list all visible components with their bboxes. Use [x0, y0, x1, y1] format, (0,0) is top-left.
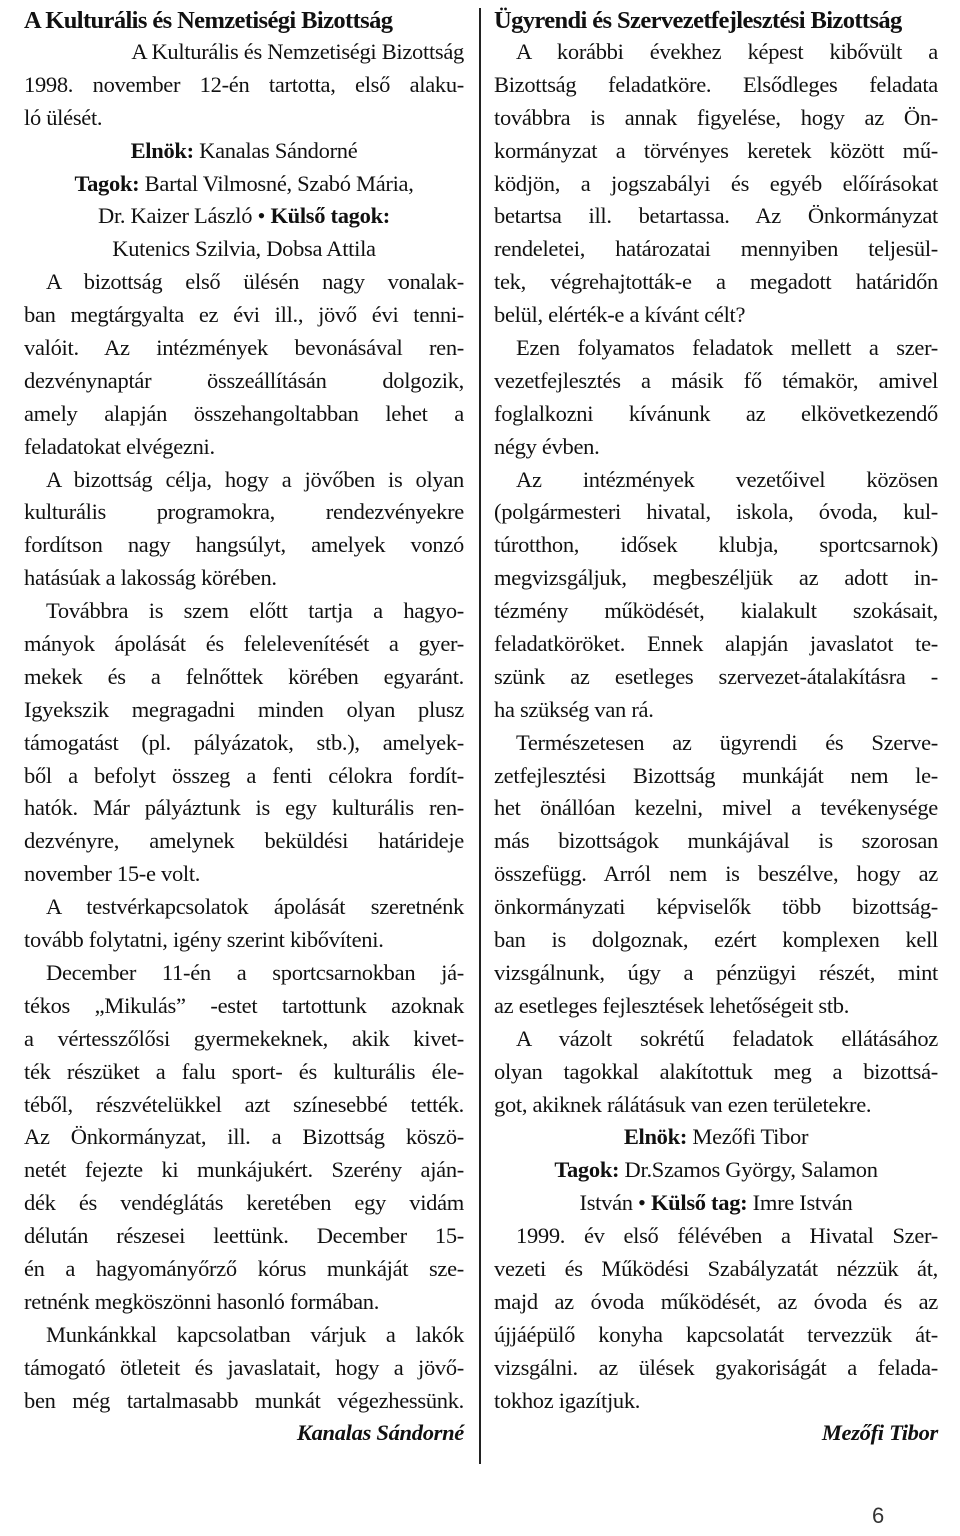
text-line: netét fejezte ki munkájukért. Szerény aján- [24, 1157, 464, 1183]
text-line: olyan tagokkal alakítottuk meg a bizottsá- [494, 1058, 938, 1084]
text-line: kulturális programokra, rendezvényekre [24, 499, 464, 525]
text-line: December 11-én a sportcsarnokban já- [46, 959, 464, 985]
text-line: a vértesszőlősi gyermekeknek, akik kivet- [24, 1025, 464, 1051]
text-line: betartsa ill. betartassa. Az Önkormányzat [494, 203, 938, 229]
article-title-cultural-committee: A Kulturális és Nemzetiségi Bizottság [24, 7, 393, 34]
text-line: támogató ötleteit és javaslatait, hogy a jövő- [24, 1354, 464, 1380]
text-line: Bizottság feladatköre. Elsődleges feladata [494, 71, 938, 97]
text-line: ködjön, a jogszabályi és egyéb előírásokat [494, 170, 938, 196]
text-line: ló ülését. [24, 104, 103, 130]
right-column-article [494, 0, 938, 1450]
text-line: újjáépülő konyha kapcsolatát tervezzük át- [494, 1321, 938, 1347]
text-line: Továbbra is szem előtt tartja a hagyo- [46, 598, 464, 624]
article-title-rules-committee: Ügyrendi és Szervezetfejlesztési Bizottság [494, 7, 902, 34]
text-line: ték részüket a falu sport- és kulturális éle- [24, 1058, 464, 1084]
text-line: mekek és a felnőttek körében egyaránt. [24, 663, 464, 689]
text-line: zetfejlesztési Bizottság munkáját nem le- [494, 762, 938, 788]
text-line: Dr. Kaizer László • Külső tagok: [98, 203, 390, 229]
article-body-right [494, 36, 938, 1417]
text-line: fordítson nagy hangsúlyt, amelyek vonzó [24, 532, 464, 558]
text-line: feladatköröket. Ennek alapján javaslatot te- [494, 631, 938, 657]
text-line: november 15-e volt. [24, 861, 201, 887]
text-line: ben még tartalmasabb munkát végezhessünk. [24, 1387, 464, 1413]
text-line: ha szükség van rá. [494, 696, 654, 722]
text-line: túrotthon, idősek klubja, sportcsarnok) [494, 532, 938, 558]
text-line: tézmény működését, kialakult szokásait, [494, 598, 938, 624]
text-line: négy évben. [494, 433, 600, 459]
signature-right: Mezőfi Tibor [821, 1420, 938, 1446]
text-line: amely alapján összehangoltabban lehet a [24, 400, 464, 426]
text-line: önkormányzati képviselők több bizottság- [494, 894, 938, 920]
text-line: hatók. Már pályáztunk is egy kulturális ren- [24, 795, 464, 821]
text-line: dezvényre, amelynek beküldési határideje [24, 828, 464, 854]
text-line: A testvérkapcsolatok ápolását szeretnénk [46, 894, 464, 920]
text-line: A bizottság első ülésén nagy vonalak- [46, 269, 464, 295]
text-line: vezetfejlesztés a másik fő témakör, amivel [494, 367, 938, 393]
text-line: délután részesei leettünk. December 15- [24, 1223, 464, 1249]
text-line: összefügg. Arról nem is beszélve, hogy az [494, 861, 938, 887]
text-line: ből a befolyt összeg a fenti célokra fordít- [24, 762, 464, 788]
text-line: dék és vendéglátás keretében egy vidám [24, 1190, 464, 1216]
text-line: Az intézmények vezetőivel közösen [516, 466, 938, 492]
text-line: feladatokat elvégezni. [24, 433, 215, 459]
text-line: ban is dolgoznak, ezért komplexen kell [494, 927, 938, 953]
text-line: belül, elérték-e a kívánt célt? [494, 302, 746, 328]
text-line: Munkánkkal kapcsolatban várjuk a lakók [46, 1321, 464, 1347]
text-line: Tagok: Dr.Szamos György, Salamon [554, 1157, 878, 1183]
column-divider [479, 8, 481, 1464]
text-line: mányok ápolását és felelevenítését a gyer- [24, 631, 464, 657]
text-line: vizsgálni. az ülések gyakoriságát a felada- [494, 1354, 938, 1380]
text-line: A korábbi évekhez képest kibővült a [516, 39, 938, 64]
text-line: tek, végrehajtották-e a megadott határidőn [494, 269, 938, 295]
text-line: het önállóan kezelni, mivel a tevékenysége [494, 795, 938, 821]
text-line: dezvénynaptár összeállításán dolgozik, [24, 367, 464, 393]
text-line: Természetesen az ügyrendi és Szerve- [516, 729, 938, 755]
text-line: támogatást (pl. pályázatok, stb.), amelyek- [24, 729, 464, 755]
text-line: foglalkozni kívánunk az elkövetkezendő [494, 400, 938, 426]
text-line: majd az óvoda működését, az óvoda és az [494, 1288, 938, 1314]
text-line: A vázolt sokrétű feladatok ellátásához [516, 1025, 938, 1051]
text-line: téből, részvételükkel azt színesebbé tették. [24, 1091, 464, 1117]
signature-left: Kanalas Sándorné [296, 1420, 464, 1446]
text-line: Tagok: Bartal Vilmosné, Szabó Mária, [74, 170, 414, 196]
text-line: Ezen folyamatos feladatok mellett a szer- [516, 335, 938, 361]
text-line: Elnök: Kanalas Sándorné [130, 137, 358, 163]
text-line: A bizottság célja, hogy a jövőben is olyan [46, 466, 464, 492]
text-line: 1999. év első félévében a Hivatal Szer- [516, 1223, 938, 1249]
text-line: rendeletei, határozatai mennyiben teljesül- [494, 236, 938, 262]
text-line: tovább folytatni, igény szerint kibővíteni. [24, 927, 384, 953]
text-line: az esetleges fejlesztések lehetőségeit stb. [494, 992, 850, 1018]
text-line: szünk az esetleges szervezet-átalakításra - [494, 663, 938, 689]
text-line: vizsgálnunk, úgy a pénzügyi részét, mint [494, 959, 938, 985]
text-line: István • Külső tag: Imre István [579, 1190, 853, 1216]
text-line: hatásúak a lakosság körében. [24, 565, 277, 591]
article-body-left [24, 36, 464, 1417]
left-column-article [24, 0, 464, 1450]
page-number: 6 [872, 1503, 885, 1528]
text-line: (polgármesteri hivatal, iskola, óvoda, kul- [494, 499, 938, 525]
text-line: én a hagyományőrző kórus munkáját sze- [24, 1255, 464, 1281]
text-line: Igyekszik megragadni minden olyan plusz [24, 696, 464, 722]
text-line: ban megtárgyalta ez évi ill., jövő évi tenni- [24, 302, 464, 328]
text-line: megvizsgáljuk, megbeszéljük az adott in- [494, 565, 938, 591]
text-line: továbbra is annak figyelése, hogy az Ön- [494, 104, 938, 130]
text-line: Elnök: Mezőfi Tibor [623, 1124, 809, 1150]
text-line: retnénk megköszönni hasonló formában. [24, 1288, 380, 1314]
text-line: tokhoz igazítjuk. [494, 1387, 641, 1413]
text-line: kormányzat a törvényes keretek között mű- [494, 137, 938, 163]
text-line: Kutenics Szilvia, Dobsa Attila [112, 236, 376, 262]
text-line: tékos „Mikulás” -estet tartottunk azoknak [24, 992, 464, 1018]
text-line: vezeti és Működési Szabályzatát nézzük át, [494, 1255, 938, 1281]
text-line: A Kulturális és Nemzetiségi Bizottság [131, 39, 464, 64]
text-line: 1998. november 12-én tartotta, első alaku- [24, 71, 464, 97]
text-line: got, akiknek rálátásuk van ezen területekre. [494, 1091, 872, 1117]
text-line: valóit. Az intézmények bevonásával ren- [24, 335, 464, 361]
text-line: más bizottságok munkájával is szorosan [494, 828, 938, 854]
text-line: Az Önkormányzat, ill. a Bizottság köszö- [24, 1124, 464, 1150]
